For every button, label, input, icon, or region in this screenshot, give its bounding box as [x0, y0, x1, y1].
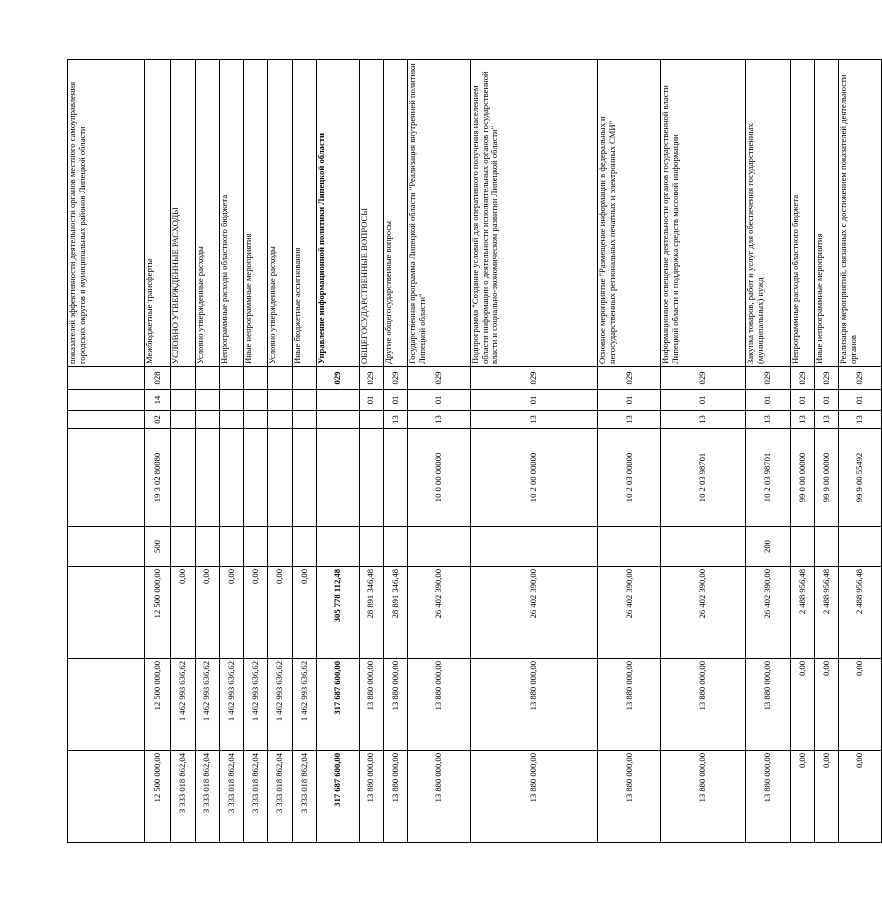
expense-type-cell: 500 [144, 527, 170, 567]
row-name-cell: ОБЩЕГОСУДАРСТВЕННЫЕ ВОПРОСЫ [359, 60, 383, 367]
amount-2022-cell: 0,00 [815, 659, 839, 751]
amount-2022-cell: 13 880 000,00 [470, 659, 598, 751]
amount-2022-cell: 13 880 000,00 [598, 659, 661, 751]
expense-type-cell [268, 527, 292, 567]
target-article-cell: 10 2 03 00000 [598, 429, 661, 527]
amount-2021-cell: 28 891 346,48 [383, 567, 407, 659]
row-name-cell: Условно утвержденные расходы [195, 60, 219, 367]
amount-2021-cell: 0,00 [171, 567, 195, 659]
subsection-cell: 13 [470, 411, 598, 429]
target-article-cell: 99 9 00 00000 [815, 429, 839, 527]
subsection-cell [317, 411, 360, 429]
expense-type-cell: 200 [746, 527, 791, 567]
expense-type-cell [171, 527, 195, 567]
section-cell: 01 [815, 390, 839, 411]
subsection-cell: 13 [661, 411, 746, 429]
department-cell: 029 [815, 367, 839, 390]
section-cell: 01 [790, 390, 814, 411]
department-cell: 029 [839, 367, 882, 390]
expense-type-cell [839, 527, 882, 567]
department-cell [68, 367, 145, 390]
department-cell [171, 367, 195, 390]
amount-2022-cell: 317 687 600,00 [317, 659, 360, 751]
amount-2021-cell: 2 488 956,48 [839, 567, 882, 659]
target-article-cell: 19 3 02 80080 [144, 429, 170, 527]
subsection-cell [195, 411, 219, 429]
expense-type-cell [195, 527, 219, 567]
table-row [839, 60, 882, 843]
expense-type-cell [598, 527, 661, 567]
section-cell [219, 390, 243, 411]
amount-2023-cell: 13 880 000,00 [383, 751, 407, 843]
department-cell: 029 [408, 367, 471, 390]
amount-2021-cell: 2 488 956,48 [815, 567, 839, 659]
amount-2021-cell: 28 891 346,48 [359, 567, 383, 659]
amount-2023-cell: 0,00 [815, 751, 839, 843]
row-name-cell: Управление информационной политики Липецкой области [317, 60, 360, 367]
amount-2023-cell: 3 333 018 862,04 [268, 751, 292, 843]
amount-2023-cell: 3 333 018 862,04 [171, 751, 195, 843]
department-cell: 029 [383, 367, 407, 390]
amount-2022-cell: 1 462 993 636,62 [268, 659, 292, 751]
table-row [470, 60, 598, 843]
target-article-cell [383, 429, 407, 527]
table-row [68, 60, 145, 843]
amount-2023-cell: 13 880 000,00 [661, 751, 746, 843]
target-article-cell [68, 429, 145, 527]
expense-type-cell [68, 527, 145, 567]
row-name-cell: Непрограммные расходы областного бюджета [219, 60, 243, 367]
table-row [292, 60, 316, 843]
row-name-cell: Межбюджетные трансферты [144, 60, 170, 367]
section-cell [171, 390, 195, 411]
amount-2023-cell: 3 333 018 862,04 [195, 751, 219, 843]
department-cell: 029 [790, 367, 814, 390]
subsection-cell [359, 411, 383, 429]
amount-2022-cell: 13 880 000,00 [359, 659, 383, 751]
table-row [661, 60, 746, 843]
amount-2023-cell: 13 880 000,00 [598, 751, 661, 843]
department-cell: 029 [470, 367, 598, 390]
target-article-cell [268, 429, 292, 527]
table-row [268, 60, 292, 843]
amount-2022-cell: 0,00 [839, 659, 882, 751]
row-name-cell: Реализация мероприятий, связанных с достижением показателей деятельности органов [839, 60, 882, 367]
section-cell: 01 [470, 390, 598, 411]
section-cell: 01 [408, 390, 471, 411]
amount-2021-cell: 0,00 [268, 567, 292, 659]
amount-2023-cell: 13 880 000,00 [359, 751, 383, 843]
amount-2021-cell: 26 402 390,00 [470, 567, 598, 659]
subsection-cell: 13 [815, 411, 839, 429]
expense-type-cell [383, 527, 407, 567]
table-row [171, 60, 195, 843]
amount-2022-cell: 1 462 993 636,62 [171, 659, 195, 751]
row-name-cell: Иные непрограммные мероприятия [815, 60, 839, 367]
target-article-cell [195, 429, 219, 527]
amount-2021-cell: 0,00 [219, 567, 243, 659]
table-row [383, 60, 407, 843]
amount-2021-cell: 26 402 390,00 [661, 567, 746, 659]
row-name-cell: показателей эффективности деятельности органов местного самоуправления городских округов и муниципальных районов Липецкой области [68, 60, 145, 367]
amount-2022-cell: 1 462 993 636,62 [195, 659, 219, 751]
department-cell: 029 [746, 367, 791, 390]
subsection-cell: 13 [746, 411, 791, 429]
target-article-cell: 10 2 03 98701 [746, 429, 791, 527]
amount-2021-cell: 0,00 [244, 567, 268, 659]
subsection-cell [292, 411, 316, 429]
department-cell: 029 [661, 367, 746, 390]
amount-2023-cell: 0,00 [839, 751, 882, 843]
subsection-cell: 13 [790, 411, 814, 429]
amount-2021-cell: 26 402 390,00 [746, 567, 791, 659]
amount-2022-cell: 13 880 000,00 [383, 659, 407, 751]
amount-2022-cell: 13 880 000,00 [408, 659, 471, 751]
row-name-cell: Основное мероприятие "Размещение информации в федеральных и негосударственных региональных печатных и электронных СМИ" [598, 60, 661, 367]
section-cell [292, 390, 316, 411]
section-cell: 01 [598, 390, 661, 411]
target-article-cell: 99 9 00 55492 [839, 429, 882, 527]
section-cell: 01 [383, 390, 407, 411]
subsection-cell [68, 411, 145, 429]
section-cell: 01 [359, 390, 383, 411]
expense-type-cell [408, 527, 471, 567]
section-cell: 01 [839, 390, 882, 411]
row-name-cell: Информационное освещение деятельности органов государственной власти Липецкой области и поддержка средств массовой информации [661, 60, 746, 367]
expense-type-cell [790, 527, 814, 567]
amount-2023-cell: 3 333 018 862,04 [292, 751, 316, 843]
amount-2023-cell [68, 751, 145, 843]
row-name-cell: Условно утвержденные расходы [268, 60, 292, 367]
amount-2023-cell: 13 880 000,00 [746, 751, 791, 843]
amount-2021-cell: 26 402 390,00 [598, 567, 661, 659]
amount-2021-cell [68, 567, 145, 659]
amount-2023-cell: 13 880 000,00 [408, 751, 471, 843]
section-cell [317, 390, 360, 411]
section-cell [244, 390, 268, 411]
target-article-cell: 10 2 00 00000 [470, 429, 598, 527]
expense-type-cell [470, 527, 598, 567]
target-article-cell [171, 429, 195, 527]
department-cell [268, 367, 292, 390]
subsection-cell [219, 411, 243, 429]
amount-2022-cell: 0,00 [790, 659, 814, 751]
department-cell: 029 [317, 367, 360, 390]
row-name-cell: Другие общегосударственные вопросы [383, 60, 407, 367]
rotated-page [67, 28, 865, 843]
target-article-cell [359, 429, 383, 527]
row-name-cell: Непрограммные расходы областного бюджета [790, 60, 814, 367]
table-row [815, 60, 839, 843]
row-name-cell: Иные непрограммные мероприятия [244, 60, 268, 367]
amount-2023-cell: 13 880 000,00 [470, 751, 598, 843]
department-cell [195, 367, 219, 390]
department-cell: 028 [144, 367, 170, 390]
amount-2023-cell: 0,00 [790, 751, 814, 843]
target-article-cell [244, 429, 268, 527]
budget-table [67, 59, 882, 843]
department-cell: 029 [598, 367, 661, 390]
section-cell: 14 [144, 390, 170, 411]
expense-type-cell [359, 527, 383, 567]
target-article-cell: 99 0 00 00000 [790, 429, 814, 527]
amount-2022-cell: 1 462 993 636,62 [219, 659, 243, 751]
amount-2021-cell: 0,00 [195, 567, 219, 659]
expense-type-cell [244, 527, 268, 567]
amount-2022-cell: 13 880 000,00 [746, 659, 791, 751]
section-cell [268, 390, 292, 411]
expense-type-cell [317, 527, 360, 567]
subsection-cell: 13 [408, 411, 471, 429]
expense-type-cell [292, 527, 316, 567]
section-cell: 01 [746, 390, 791, 411]
table-row [359, 60, 383, 843]
target-article-cell [292, 429, 316, 527]
amount-2021-cell: 0,00 [292, 567, 316, 659]
amount-2021-cell: 305 778 112,48 [317, 567, 360, 659]
table-row [317, 60, 360, 843]
amount-2022-cell: 13 880 000,00 [661, 659, 746, 751]
amount-2023-cell: 317 687 600,00 [317, 751, 360, 843]
amount-2021-cell: 12 500 000,00 [144, 567, 170, 659]
department-cell [219, 367, 243, 390]
subsection-cell [244, 411, 268, 429]
table-row [598, 60, 661, 843]
section-cell [195, 390, 219, 411]
expense-type-cell [661, 527, 746, 567]
department-cell [292, 367, 316, 390]
amount-2022-cell: 12 500 000,00 [144, 659, 170, 751]
expense-type-cell [815, 527, 839, 567]
table-row [244, 60, 268, 843]
amount-2023-cell: 12 500 000,00 [144, 751, 170, 843]
table-row [408, 60, 471, 843]
table-row [144, 60, 170, 843]
target-article-cell [219, 429, 243, 527]
amount-2021-cell: 2 488 956,48 [790, 567, 814, 659]
target-article-cell: 10 2 03 98701 [661, 429, 746, 527]
expense-type-cell [219, 527, 243, 567]
amount-2023-cell: 3 333 018 862,04 [244, 751, 268, 843]
department-cell [244, 367, 268, 390]
subsection-cell: 02 [144, 411, 170, 429]
target-article-cell [317, 429, 360, 527]
department-cell: 029 [359, 367, 383, 390]
amount-2022-cell [68, 659, 145, 751]
row-name-cell: Подпрограмма "Создание условий для оперативного получения населением области информации о деятельности исполнительных органов государственной власти и социально-экономическом развитии Липецкой области" [470, 60, 598, 367]
row-name-cell: Иные бюджетные ассигнования [292, 60, 316, 367]
subsection-cell [171, 411, 195, 429]
table-row [219, 60, 243, 843]
amount-2021-cell: 26 402 390,00 [408, 567, 471, 659]
table-row [790, 60, 814, 843]
row-name-cell: Закупка товаров, работ и услуг для обеспечения государственных (муниципальных) нужд [746, 60, 791, 367]
row-name-cell: Государственная программа Липецкой области "Реализация внутренней политики Липецкой области" [408, 60, 471, 367]
amount-2022-cell: 1 462 993 636,62 [244, 659, 268, 751]
subsection-cell [268, 411, 292, 429]
section-cell [68, 390, 145, 411]
table-row [746, 60, 791, 843]
row-name-cell: УСЛОВНО УТВЕРЖДЕННЫЕ РАСХОДЫ [171, 60, 195, 367]
amount-2022-cell: 1 462 993 636,62 [292, 659, 316, 751]
table-row [195, 60, 219, 843]
subsection-cell: 13 [383, 411, 407, 429]
subsection-cell: 13 [598, 411, 661, 429]
subsection-cell: 13 [839, 411, 882, 429]
section-cell: 01 [661, 390, 746, 411]
amount-2023-cell: 3 333 018 862,04 [219, 751, 243, 843]
target-article-cell: 10 0 00 00000 [408, 429, 471, 527]
